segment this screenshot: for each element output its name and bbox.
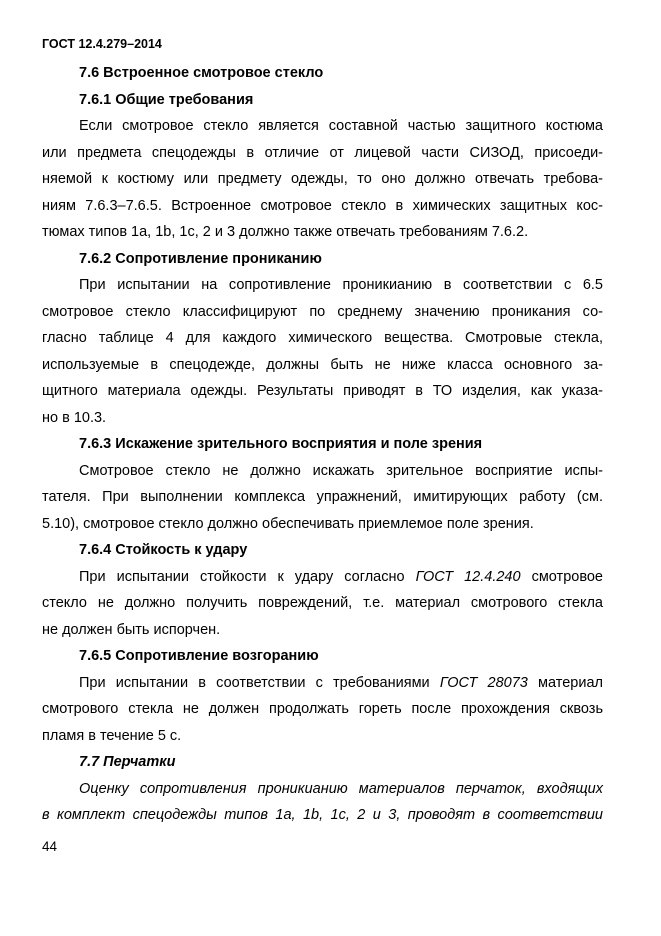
text-line: Оценку сопротивления проникианию материалов перчаток, входящих	[79, 780, 603, 797]
paragraph	[42, 272, 603, 431]
text-line: смотрового стекла не должен продолжать гореть после прохождения сквозь	[42, 701, 603, 717]
text-line: няемой к костюму или предмету одежды, то оно должно отвечать требова-	[42, 171, 603, 187]
text-line: Смотровое стекло не должно искажать зрительное восприятие испы-	[79, 462, 603, 479]
section-heading: 7.7 Перчатки	[79, 754, 176, 770]
text-line: Если смотровое стекло является составной частью защитного костюма	[79, 118, 603, 134]
text-line: При испытании на сопротивление проникианию в соответствии с 6.5	[79, 277, 603, 293]
document-body	[42, 60, 603, 829]
text-line: ниям 7.6.3–7.6.5. Встроенное смотровое стекло в химических защитных кос-	[42, 197, 603, 214]
text-line: пламя в течение 5 с.	[42, 727, 182, 744]
text-line: При испытании в соответствии с требованиями ГОСТ 28073 материал	[79, 674, 603, 691]
section-heading: 7.6.2 Сопротивление прониканию	[79, 250, 322, 267]
section-heading: 7.6.3 Искажение зрительного восприятия и поле зрения	[79, 436, 483, 452]
text-line: используемые в спецодежде, должны быть не ниже класса основного за-	[42, 356, 603, 373]
text-line: смотровое стекло классифицируют по среднему значению проникания со-	[42, 303, 603, 320]
section-heading: 7.6 Встроенное смотровое стекло	[79, 65, 324, 81]
document-header: ГОСТ 12.4.279–2014	[42, 37, 162, 51]
paragraph	[42, 670, 603, 750]
text-line: стекло не должно получить повреждений, т.е. материал смотрового стекла	[42, 595, 603, 611]
text-line: тюмах типов 1а, 1b, 1с, 2 и 3 должно также отвечать требованиям 7.6.2.	[42, 224, 529, 240]
text-line: тателя. При выполнении комплекса упражнений, имитирующих работу (см.	[42, 489, 603, 505]
text-line: не должен быть испорчен.	[42, 621, 221, 638]
paragraph	[42, 458, 603, 538]
paragraph	[42, 113, 603, 246]
text-line: гласно таблице 4 для каждого химического вещества. Смотровые стекла,	[42, 330, 603, 346]
text-line: щитного материала одежды. Результаты приводят в ТО изделия, как указа-	[42, 383, 603, 399]
section-heading: 7.6.5 Сопротивление возгоранию	[79, 648, 319, 664]
text-line: но в 10.3.	[42, 409, 107, 426]
paragraph	[42, 776, 603, 829]
text-line: в комплект спецодежды типов 1а, 1b, 1с, 2 и 3, проводят в соответствии	[42, 807, 603, 823]
text-line: 5.10), смотровое стекло должно обеспечивать приемлемое поле зрения.	[42, 515, 534, 532]
paragraph	[42, 564, 603, 644]
section-heading: 7.6.1 Общие требования	[79, 91, 254, 108]
section-heading: 7.6.4 Стойкость к удару	[79, 542, 248, 558]
text-line: или предмета спецодежды в отличие от лицевой части СИЗОД, присоеди-	[42, 144, 603, 161]
text-line: При испытании стойкости к удару согласно ГОСТ 12.4.240 смотровое	[79, 568, 603, 585]
page-number: 44	[42, 839, 58, 854]
